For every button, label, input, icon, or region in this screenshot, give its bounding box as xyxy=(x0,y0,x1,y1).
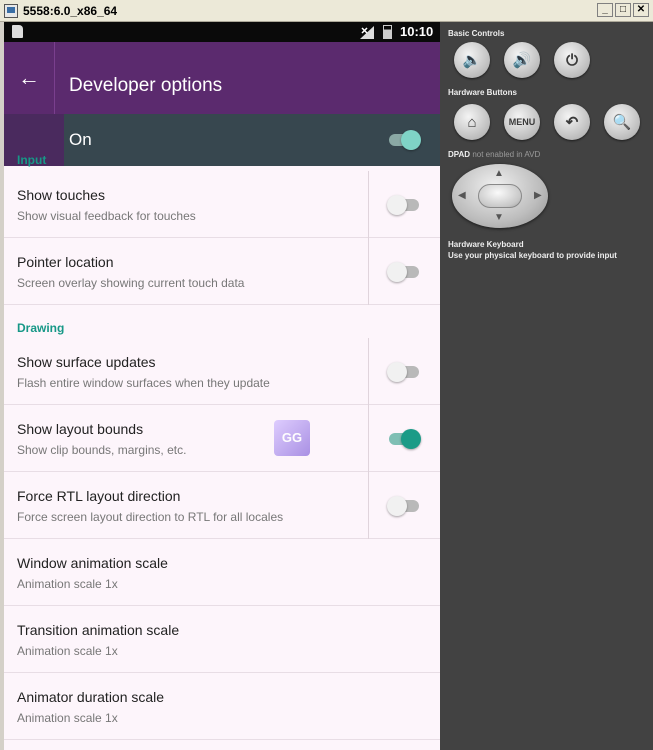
setting-title: Show touches xyxy=(17,187,105,203)
home-icon[interactable]: ⌂ xyxy=(454,104,490,140)
status-time: 10:10 xyxy=(400,24,434,39)
app-window-icon xyxy=(4,4,18,18)
setting-title: Transition animation scale xyxy=(17,622,180,638)
game-guardian-overlay-icon[interactable]: GG xyxy=(274,420,310,456)
window-title: 5558:6.0_x86_64 xyxy=(23,3,118,18)
volume-down-icon[interactable]: 🔈 xyxy=(454,42,490,78)
status-bar xyxy=(4,22,440,42)
page-title: Developer options xyxy=(69,75,223,96)
close-button[interactable]: ✕ xyxy=(633,3,649,17)
show-touches-toggle[interactable] xyxy=(387,195,421,215)
dpad-up-icon[interactable]: ▲ xyxy=(494,168,504,179)
window-titlebar[interactable] xyxy=(0,0,653,22)
force-rtl-toggle[interactable] xyxy=(387,496,421,516)
device-screen xyxy=(4,22,440,750)
hardware-keyboard-heading: Hardware Keyboard xyxy=(448,240,524,249)
setting-row-transition-animation-scale[interactable] xyxy=(4,606,440,673)
dpad-note xyxy=(448,150,540,159)
battery-icon xyxy=(383,25,392,39)
basic-controls-heading: Basic Controls xyxy=(448,29,505,38)
setting-subtitle: Force screen layout direction to RTL for all locales xyxy=(17,510,284,524)
dpad-left-icon[interactable]: ◀ xyxy=(458,190,466,201)
setting-row-show-surface-updates[interactable] xyxy=(4,338,440,405)
setting-row-show-touches[interactable] xyxy=(4,171,440,238)
power-icon[interactable]: ⏻ xyxy=(554,42,590,78)
volume-up-icon[interactable]: 🔊 xyxy=(504,42,540,78)
setting-row-window-animation-scale[interactable] xyxy=(4,539,440,606)
setting-row-pointer-location[interactable] xyxy=(4,238,440,305)
back-arrow-icon[interactable]: ← xyxy=(18,65,40,90)
hardware-buttons-heading: Hardware Buttons xyxy=(448,88,517,97)
setting-subtitle: Show visual feedback for touches xyxy=(17,209,196,223)
category-input: Input xyxy=(17,153,47,167)
search-icon[interactable]: 🔍 xyxy=(604,104,640,140)
setting-title: Force RTL layout direction xyxy=(17,488,181,504)
sd-card-icon xyxy=(12,25,23,38)
dpad-center-button[interactable] xyxy=(478,184,522,208)
emulator-controls-panel xyxy=(440,22,653,750)
window-controls xyxy=(597,3,649,17)
setting-subtitle: Show clip bounds, margins, etc. xyxy=(17,443,187,457)
setting-row-force-rtl[interactable] xyxy=(4,472,440,539)
signal-icon xyxy=(360,26,376,39)
setting-title: Pointer location xyxy=(17,254,114,270)
appbar-divider xyxy=(54,42,55,114)
show-surface-updates-toggle[interactable] xyxy=(387,362,421,382)
category-drawing: Drawing xyxy=(17,321,65,335)
maximize-button[interactable]: □ xyxy=(615,3,631,17)
app-bar xyxy=(4,42,440,114)
setting-subtitle: Animation scale 1x xyxy=(17,577,118,591)
dpad-note-label: DPAD xyxy=(448,150,471,159)
setting-title: Window animation scale xyxy=(17,555,168,571)
show-layout-bounds-toggle[interactable] xyxy=(387,429,421,449)
minimize-button[interactable]: _ xyxy=(597,3,613,17)
setting-subtitle: Animation scale 1x xyxy=(17,644,118,658)
setting-title: Show surface updates xyxy=(17,354,156,370)
back-icon[interactable]: ↶ xyxy=(554,104,590,140)
master-switch-bar[interactable] xyxy=(4,114,440,166)
menu-button[interactable]: MENU xyxy=(504,104,540,140)
dpad-down-icon[interactable]: ▼ xyxy=(494,212,504,223)
setting-subtitle: Animation scale 1x xyxy=(17,711,118,725)
setting-subtitle: Flash entire window surfaces when they update xyxy=(17,376,270,390)
setting-row-show-layout-bounds[interactable] xyxy=(4,405,440,472)
dpad-right-icon[interactable]: ▶ xyxy=(534,190,542,201)
setting-subtitle: Screen overlay showing current touch data xyxy=(17,276,245,290)
master-switch-toggle[interactable] xyxy=(387,130,421,150)
pointer-location-toggle[interactable] xyxy=(387,262,421,282)
master-switch-label: On xyxy=(69,130,92,149)
dpad-note-status: not enabled in AVD xyxy=(472,150,541,159)
setting-title: Show layout bounds xyxy=(17,421,144,437)
setting-row-animator-duration-scale[interactable] xyxy=(4,673,440,740)
dpad-control[interactable] xyxy=(452,164,548,228)
setting-title: Animator duration scale xyxy=(17,689,165,705)
hardware-keyboard-desc: Use your physical keyboard to provide input xyxy=(448,251,617,260)
